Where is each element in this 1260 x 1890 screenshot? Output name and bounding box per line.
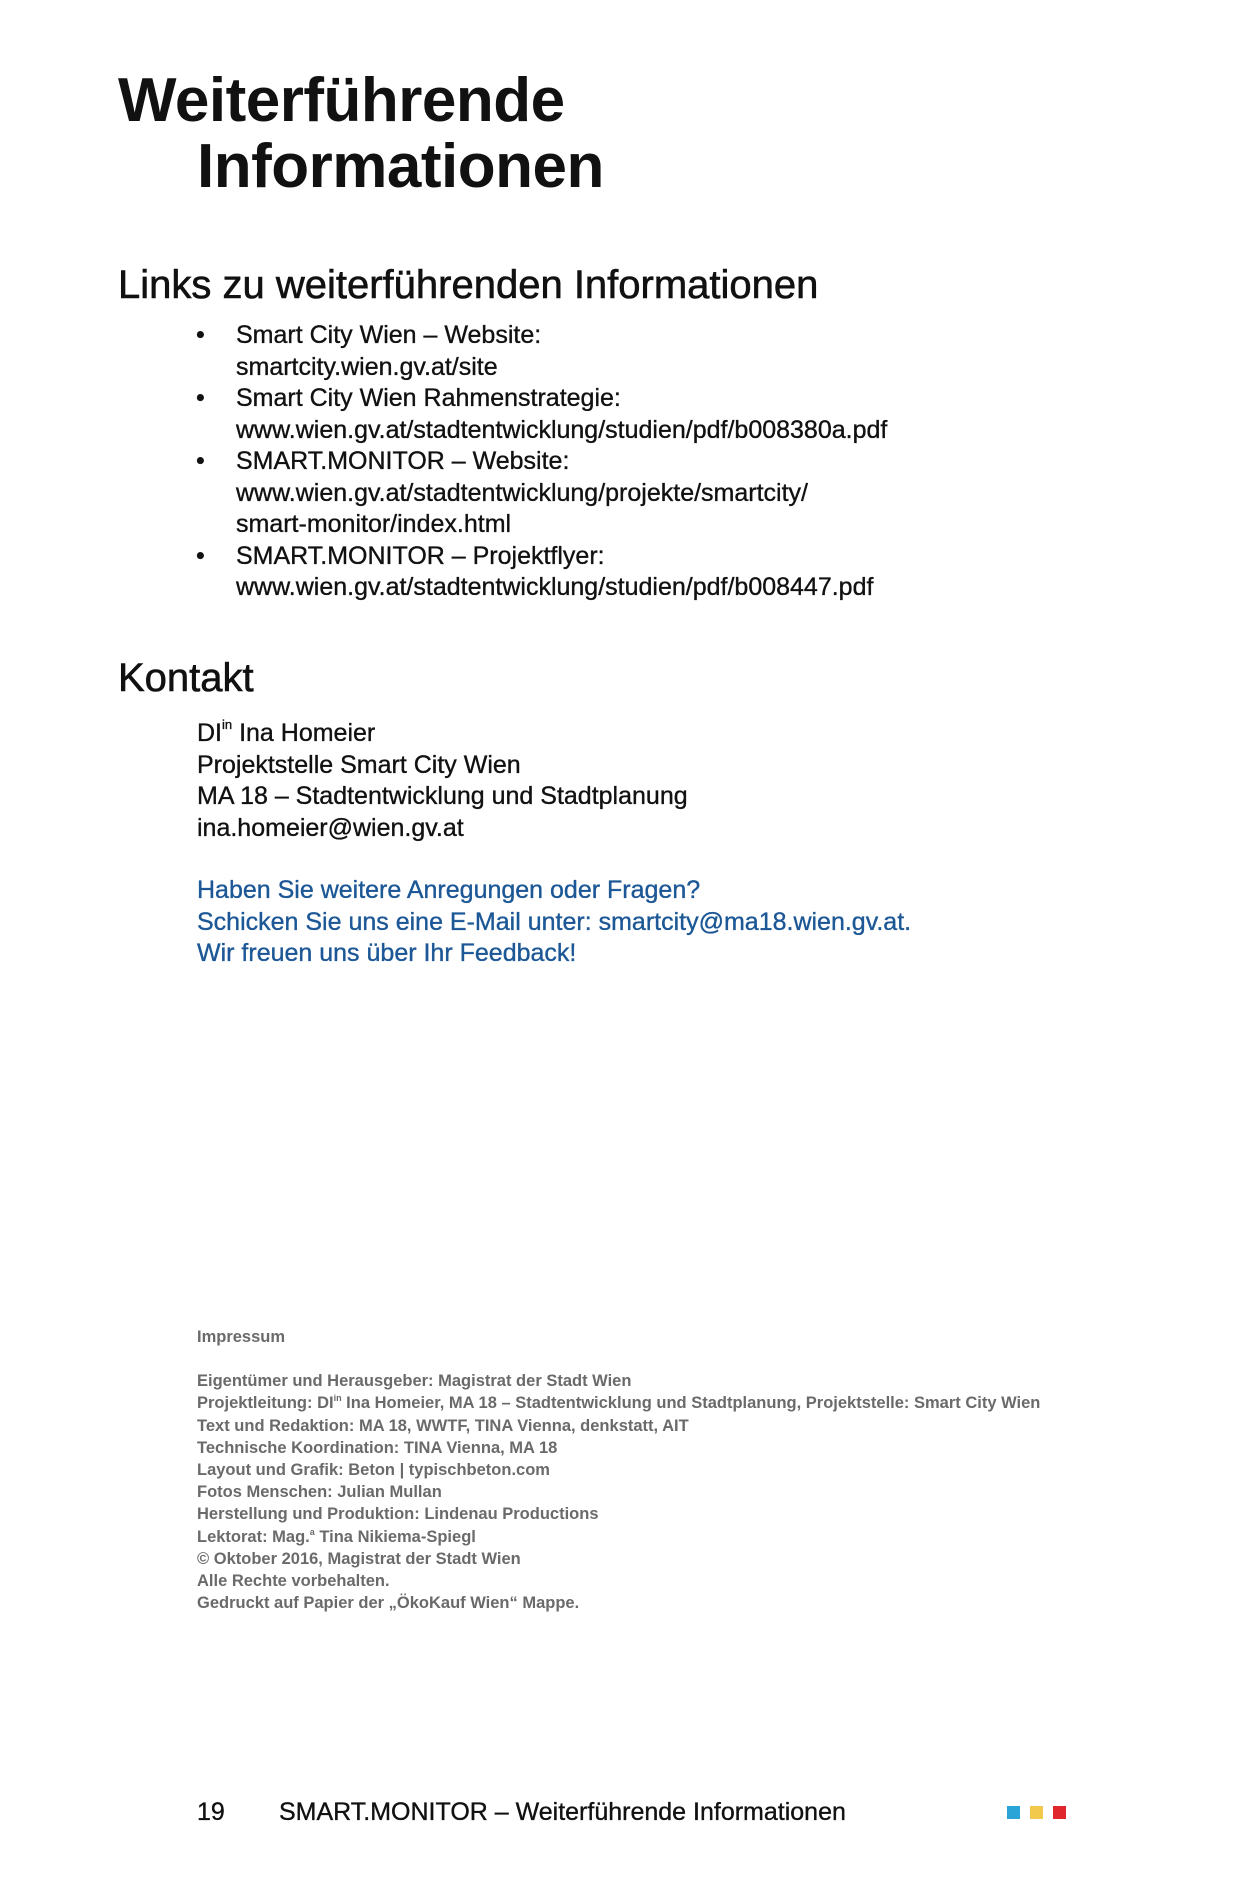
bullet-icon: • bbox=[196, 447, 205, 475]
impressum-line: Herstellung und Produktion: Lindenau Productions bbox=[197, 1505, 599, 1524]
link-url[interactable]: smartcity.wien.gv.at/site bbox=[236, 352, 498, 381]
link-url[interactable]: www.wien.gv.at/stadtentwicklung/studien/pdf/b008380a.pdf bbox=[236, 415, 888, 444]
yellow-square-icon bbox=[1030, 1806, 1043, 1819]
feedback-thanks: Wir freuen uns über Ihr Feedback! bbox=[197, 939, 577, 967]
running-title: SMART.MONITOR – Weiterführende Informationen bbox=[279, 1798, 846, 1826]
impressum-line-part: Projektleitung: DI bbox=[197, 1394, 334, 1413]
page-title-line-2: Informationen bbox=[197, 132, 604, 201]
impressum-line: Fotos Menschen: Julian Mullan bbox=[197, 1483, 442, 1502]
feedback-question: Haben Sie weitere Anregungen oder Fragen? bbox=[197, 876, 701, 904]
page-footer bbox=[197, 1797, 846, 1827]
impressum-line-part: Lektorat: Mag. bbox=[197, 1527, 310, 1546]
link-label: SMART.MONITOR – Projektflyer: bbox=[236, 541, 605, 570]
list-item bbox=[196, 446, 1096, 541]
footer-color-squares bbox=[1007, 1806, 1076, 1819]
impressum-line-part: Tina Nikiema-Spiegl bbox=[314, 1527, 476, 1546]
link-label: Smart City Wien – Website: bbox=[236, 321, 542, 349]
page-number: 19 bbox=[197, 1798, 225, 1826]
page-title bbox=[118, 68, 604, 200]
red-square-icon bbox=[1053, 1806, 1066, 1819]
contact-section-heading: Kontakt bbox=[118, 656, 254, 700]
impressum-title: Impressum bbox=[197, 1328, 286, 1346]
feedback-block bbox=[197, 875, 911, 970]
link-url[interactable]: www.wien.gv.at/stadtentwicklung/studien/pdf/b008447.pdf bbox=[236, 573, 874, 601]
impressum-line bbox=[197, 1392, 1040, 1414]
contact-name-sup: in bbox=[222, 717, 233, 732]
feedback-email-line[interactable]: Schicken Sie uns eine E-Mail unter: smartcity@ma18.wien.gv.at. bbox=[197, 907, 912, 936]
impressum-line-sup: a bbox=[309, 1526, 315, 1537]
bullet-icon: • bbox=[196, 541, 205, 570]
contact-block bbox=[197, 718, 688, 844]
link-label: Smart City Wien Rahmenstrategie: bbox=[236, 384, 621, 412]
contact-name-prefix: DI bbox=[197, 719, 222, 747]
list-item bbox=[196, 383, 1096, 446]
impressum-line: Eigentümer und Herausgeber: Magistrat der Stadt Wien bbox=[197, 1372, 632, 1391]
blue-square-icon bbox=[1007, 1806, 1020, 1819]
impressum-line: Layout und Grafik: Beton | typischbeton.com bbox=[197, 1461, 550, 1480]
page-title-line-1: Weiterführende bbox=[118, 66, 565, 135]
impressum-line: Alle Rechte vorbehalten. bbox=[197, 1572, 390, 1591]
impressum bbox=[197, 1326, 1040, 1614]
contact-office: Projektstelle Smart City Wien bbox=[197, 750, 521, 779]
contact-name bbox=[197, 718, 688, 750]
impressum-line-part: Ina Homeier, MA 18 – Stadtentwicklung und Stadtplanung, Projektstelle: Smart City Wien bbox=[341, 1394, 1041, 1413]
contact-name-text: Ina Homeier bbox=[232, 719, 376, 747]
list-item bbox=[196, 541, 1096, 604]
impressum-line-sup: in bbox=[333, 1393, 342, 1404]
contact-department: MA 18 – Stadtentwicklung und Stadtplanung bbox=[197, 782, 688, 810]
impressum-line: Text und Redaktion: MA 18, WWTF, TINA Vienna, denkstatt, AIT bbox=[197, 1416, 689, 1435]
impressum-line: Gedruckt auf Papier der „ÖkoKauf Wien“ Mappe. bbox=[197, 1594, 580, 1613]
contact-email[interactable]: ina.homeier@wien.gv.at bbox=[197, 813, 464, 842]
impressum-line bbox=[197, 1526, 1040, 1548]
link-label: SMART.MONITOR – Website: bbox=[236, 447, 570, 475]
links-section-heading: Links zu weiterführenden Informationen bbox=[118, 263, 819, 307]
link-url[interactable]: www.wien.gv.at/stadtentwicklung/projekte/smartcity/ bbox=[236, 478, 808, 507]
link-url-continued[interactable]: smart-monitor/index.html bbox=[236, 510, 512, 538]
list-item bbox=[196, 320, 1096, 383]
links-list bbox=[196, 320, 1096, 604]
impressum-line: © Oktober 2016, Magistrat der Stadt Wien bbox=[197, 1549, 521, 1568]
bullet-icon: • bbox=[196, 384, 205, 412]
impressum-line: Technische Koordination: TINA Vienna, MA 18 bbox=[197, 1438, 558, 1457]
bullet-icon: • bbox=[196, 321, 205, 349]
